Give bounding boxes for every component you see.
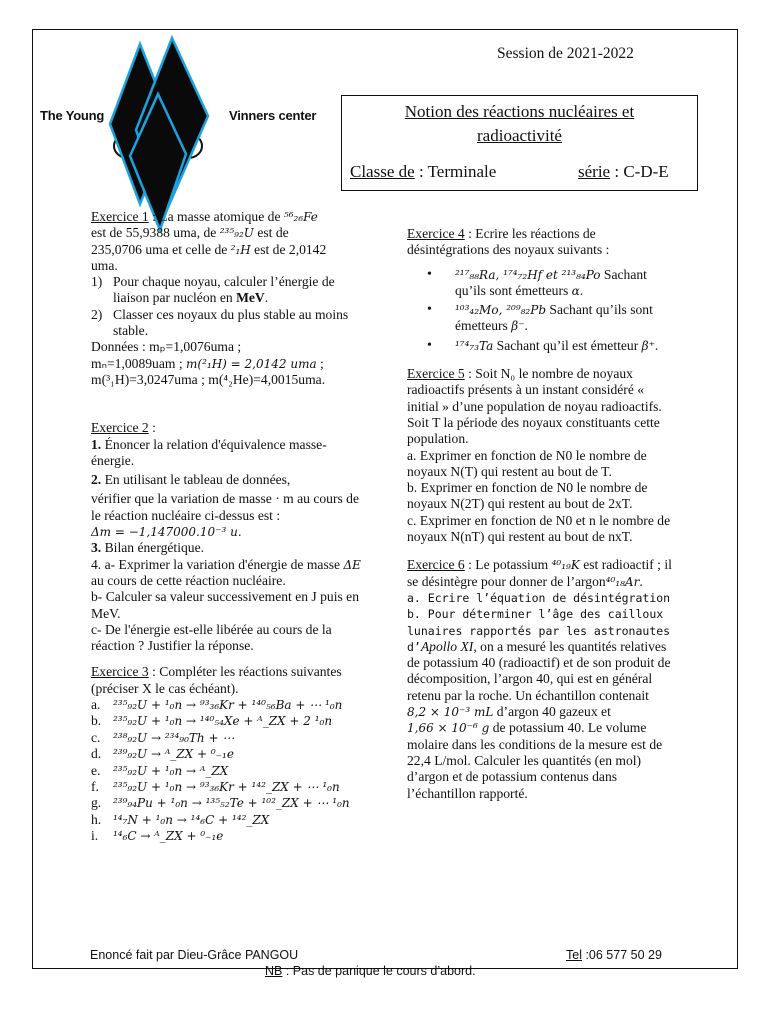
reaction-num: i.	[91, 828, 99, 844]
ex1-data: Données : mₚ=1,0076uma ;	[91, 339, 242, 355]
ex1-data: m(³₁H)=3,0247uma ; m(⁴₂He)=4,0015uma.	[91, 371, 326, 387]
reaction-eq: ¹⁴₇N + ¹₀n → ¹⁴₆C + ¹⁴²_ZX	[113, 812, 270, 827]
ex2-de: ΔE	[343, 557, 361, 572]
right-column	[407, 226, 672, 802]
ex2-text: b- Calculer sa valeur successivement en J puis en MeV.	[91, 589, 360, 621]
ex6-v1: 8,2 × 10⁻³ mL	[407, 705, 494, 720]
reaction-item	[91, 812, 363, 828]
reaction-item	[91, 779, 363, 795]
ex4-text: .	[524, 318, 528, 334]
ex4-text: Sachant qu’il est émetteur	[493, 337, 642, 353]
reaction-item	[91, 730, 363, 746]
ex2-text: vérifier que la variation de masse · m au cours de le réaction nucléaire ci-dessus est :	[91, 491, 359, 523]
ex6-text: b. Pour déterminer l’âge des cailloux lunaires rapportés par les astronautes d’	[407, 607, 671, 654]
ex1-text: est de 55,9388 uma, de	[91, 225, 220, 241]
ex2-text: au cours de cette réaction nucléaire.	[91, 572, 286, 588]
class-value: : Terminale	[414, 162, 497, 181]
exercise-4	[407, 226, 672, 354]
exercise-5-title: Exercice 5	[407, 366, 465, 382]
ex4-eq: ¹⁷⁴₇₃Ta	[455, 338, 494, 353]
ex2-text: En utilisant le tableau de données,	[101, 472, 291, 488]
ex2-num: 3.	[91, 540, 102, 556]
ex4-eq: ²¹⁷₈₈Ra, ¹⁷⁴₇₂Hf et ²¹³₈₄Po	[455, 267, 601, 282]
reaction-item	[91, 763, 363, 779]
title-line-2: radioactivité	[477, 126, 562, 145]
ex1-h: ²₁H	[230, 242, 251, 257]
ex4-sym: β⁺	[641, 338, 655, 353]
ex6-text: de potassium 40. Le volume molaire dans les conditions de la mesure est de 22,4 L/mol. Calculer les quantités (en mol) d’argon et de potassium contenus dans l’échantillon rapporté.	[407, 720, 663, 801]
ex6-text: : Le potassium	[464, 557, 552, 573]
ex2-text: Énoncer la relation d'équivalence masse-énergie.	[91, 436, 327, 468]
q-text: Pour chaque noyau, calculer l’énergie de liaison par nucléon en	[113, 274, 335, 306]
ex1-q1	[91, 274, 363, 307]
ex3-text: : Compléter les réactions suivantes (préciser X le cas échéant).	[91, 664, 342, 696]
title-line-1: Notion des réactions nucléaires et	[404, 102, 635, 121]
reaction-eq: ²³⁵₉₂U + ¹₀n → ⁹³₃₆Kr + ¹⁴²_ZX + ⋯ ¹₀n	[113, 780, 340, 795]
reaction-num: f.	[91, 779, 99, 795]
reaction-num: h.	[91, 811, 102, 827]
ex2-text: c- De l'énergie est-elle libérée au cours de la réaction ? Justifier la réponse.	[91, 621, 332, 654]
ex1-text: : La masse atomique de	[148, 209, 284, 224]
serie-label: série	[578, 162, 611, 181]
q-num: 2)	[91, 306, 103, 322]
ex4-text: : Ecrire les réactions de désintégrations des noyaux suivants :	[407, 226, 610, 258]
ex4-text: Sachant qu’ils sont émetteurs	[455, 266, 647, 298]
reaction-item	[91, 746, 363, 762]
ex4-sym: β⁻	[511, 319, 525, 334]
q-text: .	[264, 290, 269, 306]
reaction-eq: ²³⁸₉₂U → ²³⁴₉₀Th + ⋯	[113, 730, 235, 745]
ex6-ar: ⁴⁰₁₈Ar	[605, 574, 640, 589]
ex1-q2	[91, 307, 363, 340]
reaction-num: b.	[91, 713, 102, 729]
reaction-item	[91, 795, 363, 811]
ex6-k: ⁴⁰₁₉K	[551, 558, 580, 573]
class-label: Classe de	[350, 162, 415, 181]
ex5-b: b. Exprimer en fonction de N0 le nombre de noyaux N(2T) qui restent au bout de 2xT.	[407, 480, 648, 512]
ex1-data-math: m(²₁H) = 2,0142 uma	[186, 356, 317, 371]
footer-phone	[566, 948, 662, 962]
ex4-text: .	[579, 282, 584, 298]
ex1-text: est de 2,0142	[250, 241, 327, 257]
ex6-text: d’argon 40 gazeux et	[493, 704, 611, 720]
ex6-a: a. Ecrire l’équation de désintégration	[407, 590, 671, 605]
exercise-5	[407, 366, 672, 545]
exercise-6	[407, 557, 672, 801]
exercise-3-title: Exercice 3	[91, 664, 149, 680]
ex4-eq: ¹⁰³₄₂Mo, ²⁰⁹₈₂Pb	[455, 303, 547, 318]
ex1-data: mₙ=1,0089uam ;	[91, 355, 187, 371]
left-column	[91, 209, 363, 845]
ex2-num: 1.	[91, 436, 102, 452]
ex2-text: 4. a- Exprimer la variation d'énergie de masse	[91, 556, 344, 572]
class-line	[350, 162, 690, 182]
q-text: Classer ces noyaux du plus stable au moins stable.	[113, 306, 349, 339]
exercise-6-title: Exercice 6	[407, 557, 465, 573]
exercise-1-title: Exercice 1	[91, 209, 149, 224]
ex4-item	[407, 302, 672, 335]
ex2-num: 2.	[91, 472, 102, 488]
ex5-c: c. Exprimer en fonction de N0 et n le nombre de noyaux N(nT) qui restent au bout de nxT.	[407, 512, 671, 545]
reaction-num: e.	[91, 762, 101, 778]
session-year: Session de 2021-2022	[497, 45, 634, 62]
logo-text-right: Vinners center	[229, 108, 317, 123]
reaction-item	[91, 828, 363, 844]
ex2-text: Bilan énergétique.	[101, 540, 205, 556]
reaction-num: a.	[91, 697, 101, 713]
q-num: 1)	[91, 274, 103, 290]
reaction-eq: ²³⁵₉₂U + ¹₀n → ᴬ_ZX	[113, 763, 229, 778]
tel-value: :06 577 50 29	[581, 948, 662, 962]
ex1-text: uma.	[91, 257, 118, 273]
ex1-text: est de	[253, 225, 289, 241]
ex6-apollo: Apollo XI	[420, 638, 474, 654]
footer-author: Enoncé fait par Dieu-Grâce PANGOU	[90, 948, 299, 962]
diamond-logo-icon	[100, 34, 230, 234]
reaction-num: g.	[91, 795, 102, 811]
logo-text-left: The Young	[40, 108, 105, 123]
ex4-sym: α	[571, 283, 580, 298]
ex1-text: 235,0706 uma et celle de	[91, 241, 231, 257]
ex6-text: .	[639, 573, 643, 589]
ex6-text: est radioactif ; il se désintègre pour donner de l’argon	[407, 557, 672, 589]
exercise-3	[91, 664, 363, 844]
reaction-item	[91, 697, 363, 713]
ex4-text: .	[654, 337, 659, 353]
reaction-eq: ¹⁴₆C → ᴬ_ZX + ⁰₋₁e	[113, 829, 224, 844]
serie-value: : C-D-E	[610, 162, 669, 181]
reaction-item	[91, 713, 363, 729]
exercise-2	[91, 420, 363, 654]
ex4-item	[407, 267, 672, 300]
ex6-v2: 1,66 × 10⁻⁶ g	[407, 721, 490, 736]
reaction-eq: ²³⁵₉₂U + ¹₀n → ¹⁴⁰₅₄Xe + ᴬ_ZX + 2 ¹₀n	[113, 714, 333, 729]
footer-note	[265, 964, 476, 978]
ex4-item	[407, 338, 672, 354]
ex1-fe: ⁵⁶₂₆Fe	[283, 210, 318, 224]
tel-label: Tel	[566, 948, 582, 962]
ex2-dm: Δm = −1,147000.10⁻³ u.	[91, 525, 242, 540]
ex6-text: , on a mesuré les quantités relatives de potassium 40 (radioactif) et de son produit de décomposition, l’argon 40, qui est en général retenu par la roche. Un échantillon contenait	[407, 638, 671, 703]
serie	[578, 162, 669, 182]
nb-text: : Pas de panique le cours d’abord.	[282, 964, 476, 978]
q-bold: MeV	[236, 290, 265, 306]
nb-label: NB	[265, 964, 283, 978]
reaction-num: d.	[91, 746, 102, 762]
reaction-eq: ²³⁹₉₄Pu + ¹₀n → ¹³⁵₅₂Te + ¹⁰²_ZX + ⋯ ¹₀n	[113, 796, 350, 811]
title-box	[341, 95, 698, 191]
ex1-data: ;	[316, 355, 324, 371]
reaction-num: c.	[91, 729, 101, 745]
reaction-eq: ²³⁹₉₂U → ᴬ_ZX + ⁰₋₁e	[113, 747, 234, 762]
ex4-text: Sachant qu’ils sont émetteurs	[455, 302, 653, 334]
reaction-eq: ²³⁵₉₂U + ¹₀n → ⁹³₃₆Kr + ¹⁴⁰₅₆Ba + ⋯ ¹₀n	[113, 698, 343, 713]
exercise-2-title: Exercice 2	[91, 420, 149, 436]
exercise-1	[91, 209, 363, 388]
ex2-text: :	[148, 420, 156, 436]
ex1-u: ²³⁵₉₂U	[219, 226, 254, 241]
ex5-a: a. Exprimer en fonction de N0 le nombre de noyaux N(T) qui restent au bout de T.	[407, 447, 647, 479]
ex5-text: : Soit N₀ le nombre de noyaux radioactifs présents à un instant considéré « initial » d’une population de noyau radioactifs. Soit T la période des noyaux constituants cette population.	[407, 366, 662, 447]
exercise-4-title: Exercice 4	[407, 226, 465, 241]
